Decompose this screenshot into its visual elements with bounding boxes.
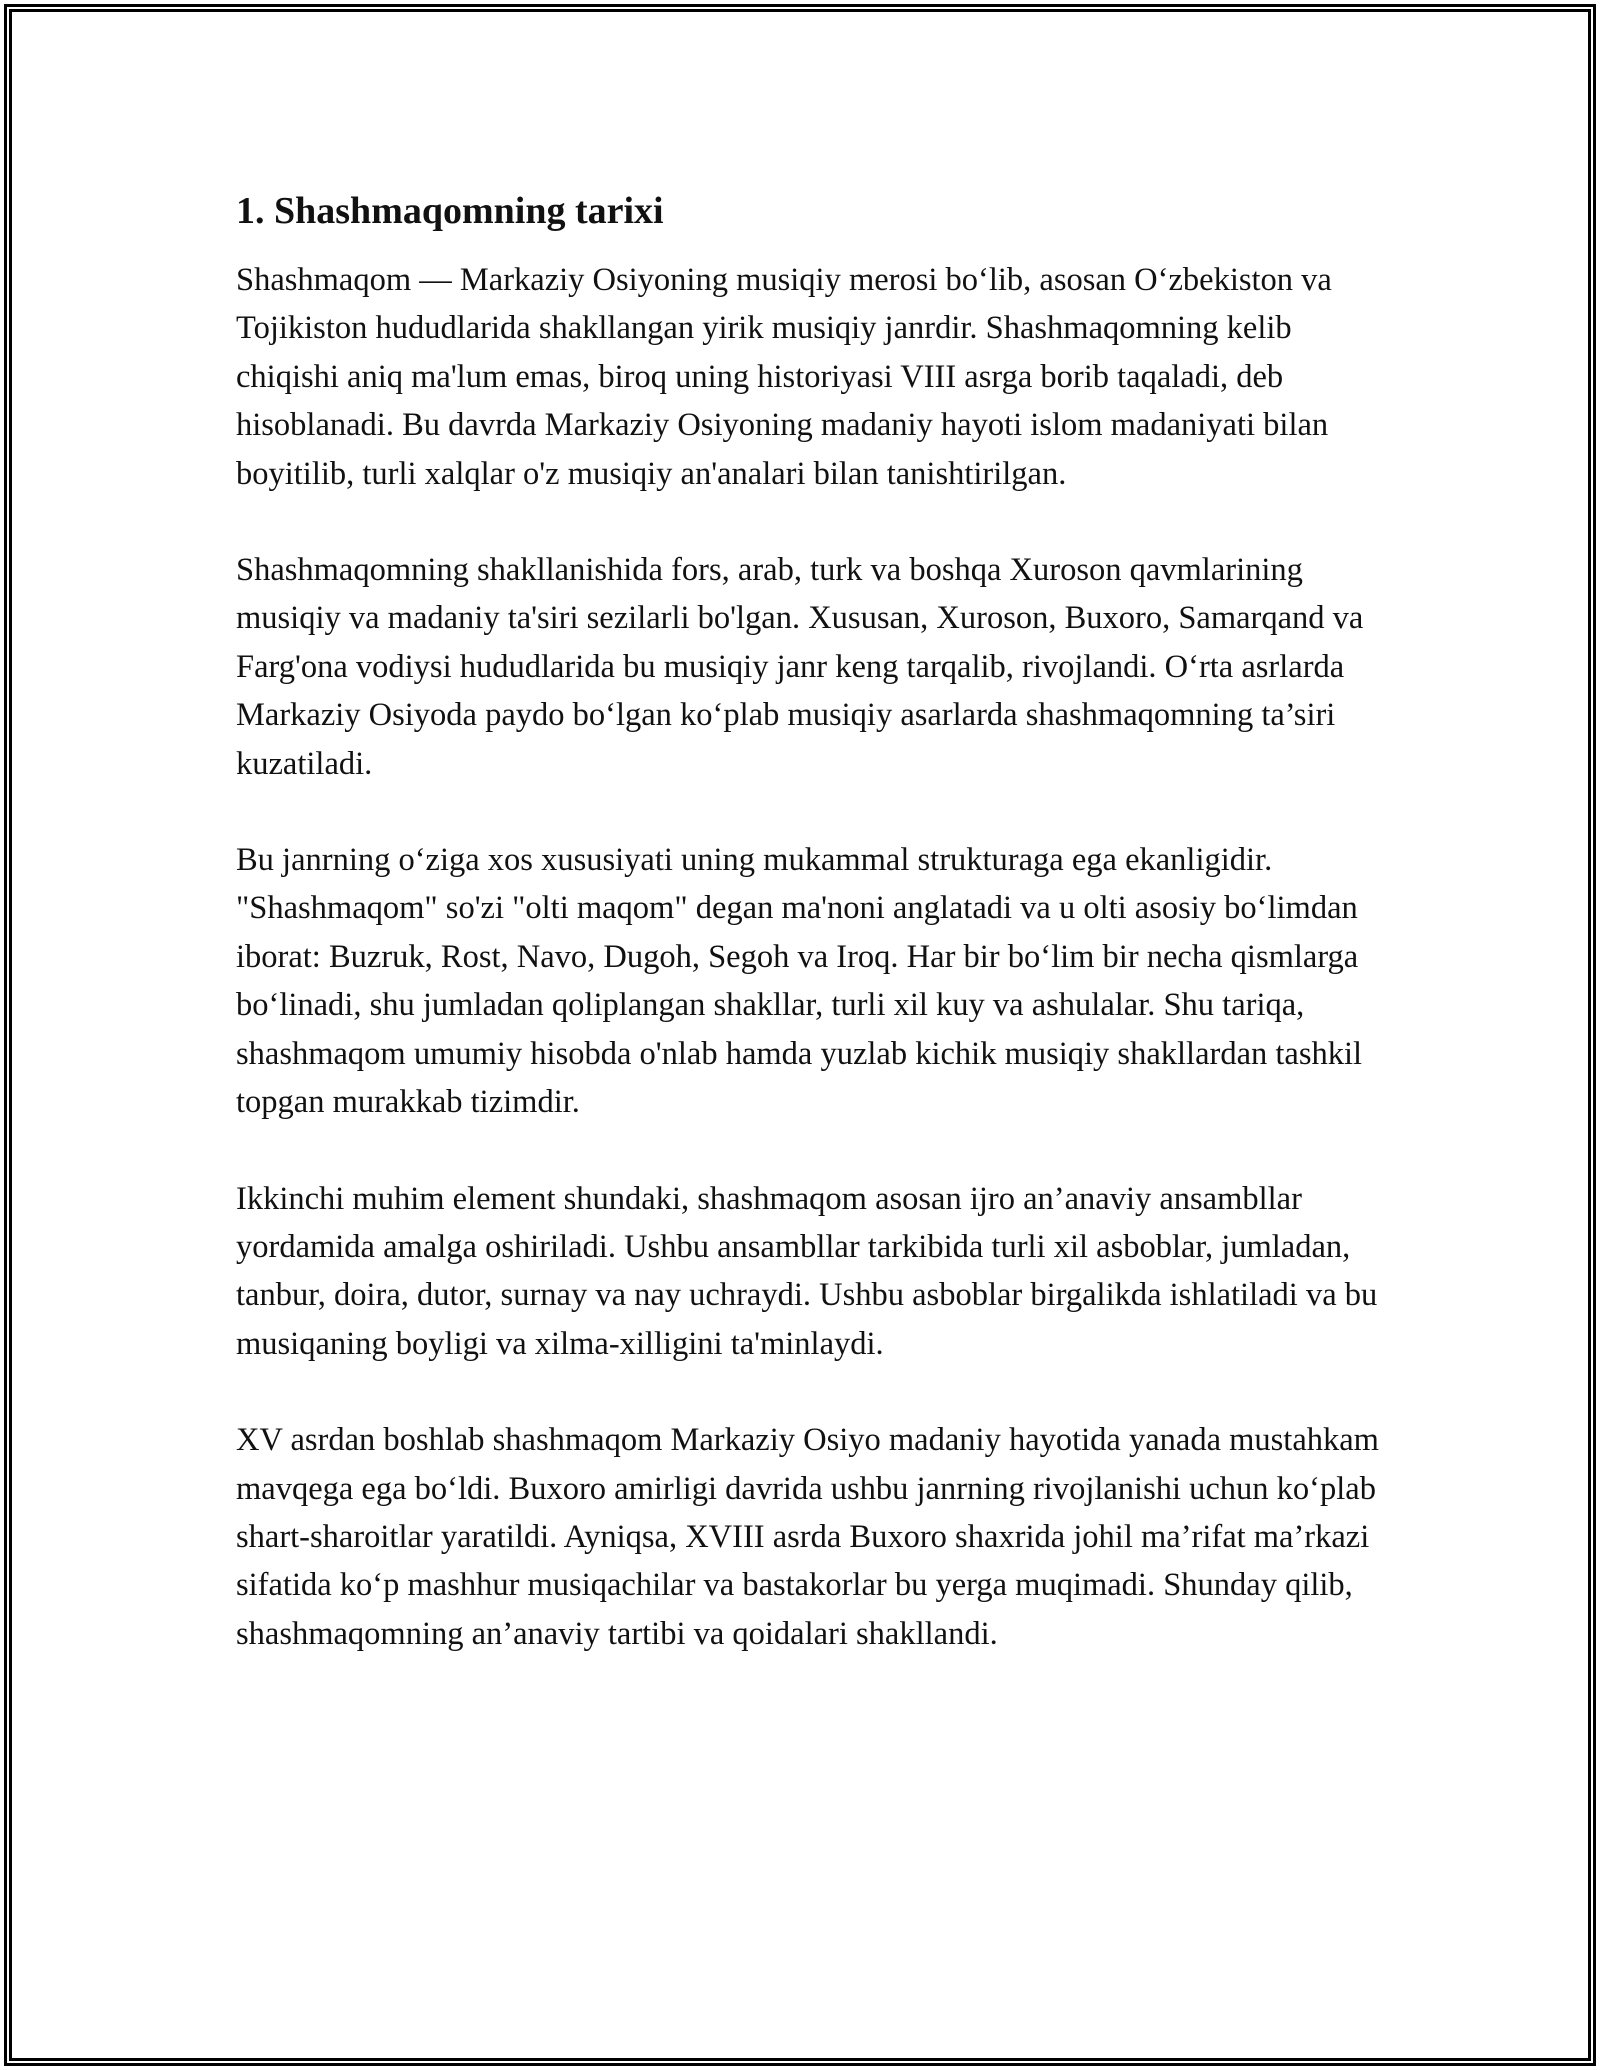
- section-title: 1. Shashmaqomning tarixi: [236, 190, 664, 232]
- paragraph-3: Bu janrning o‘ziga xos xususiyati uning mukammal strukturaga ega ekanligidir. "Shashmaqom" so'zi "olti maqom" degan ma'noni anglatadi va u olti asosiy bo‘limdan iborat: Buzruk, Rost, Navo, Dugoh, Segoh va Iroq. Har bir bo‘lim bir necha qismlarga bo‘linadi, shu jumladan qoliplangan shakllar, turli xil kuy va ashulalar. Shu tariqa, shashmaqom umumiy hisobda o'nlab hamda yuzlab kichik musiqiy shakllardan tashkil topgan murakkab tizimdir.: [236, 842, 1363, 1121]
- document-body: [236, 188, 1386, 1706]
- paragraph-2: Shashmaqomning shakllanishida fors, arab, turk va boshqa Xuroson qavmlarining musiqiy va madaniy ta'siri sezilarli bo'lgan. Xususan, Xuroson, Buxoro, Samarqand va Farg'ona vodiysi hududlarida bu musiqiy janr keng tarqalib, rivojlandi. O‘rta asrlarda Markaziy Osiyoda paydo bo‘lgan ko‘plab musiqiy asarlarda shashmaqomning ta’siri kuzatiladi.: [236, 552, 1364, 782]
- paragraph-4: Ikkinchi muhim element shundaki, shashmaqom asosan ijro an’anaviy ansambllar yordamida amalga oshiriladi. Ushbu ansambllar tarkibida turli xil asboblar, jumladan, tanbur, doira, dutor, surnay va nay uchraydi. Ushbu asboblar birgalikda ishlatiladi va bu musiqaning boyligi va xilma-xilligini ta'minlaydi.: [236, 1180, 1378, 1362]
- paragraph-5: XV asrdan boshlab shashmaqom Markaziy Osiyo madaniy hayotida yanada mustahkam mavqega ega bo‘ldi. Buxoro amirligi davrida ushbu janrning rivojlanishi uchun ko‘plab shart-sharoitlar yaratildi. Ayniqsa, XVIII asrda Buxoro shaxrida johil ma’rifat ma’rkazi sifatida ko‘p mashhur musiqachilar va bastakorlar bu yerga muqimadi. Shunday qilib, shashmaqomning an’anaviy tartibi va qoidalari shakllandi.: [236, 1422, 1379, 1652]
- paragraph-1: Shashmaqom — Markaziy Osiyoning musiqiy merosi bo‘lib, asosan O‘zbekiston va Tojikiston hududlarida shakllangan yirik musiqiy janrdir. Shashmaqomning kelib chiqishi aniq ma'lum emas, biroq uning historiyasi VIII asrga borib taqaladi, deb hisoblanadi. Bu davrda Markaziy Osiyoning madaniy hayoti islom madaniyati bilan boyitilib, turli xalqlar o'z musiqiy an'analari bilan tanishtirilgan.: [236, 262, 1332, 492]
